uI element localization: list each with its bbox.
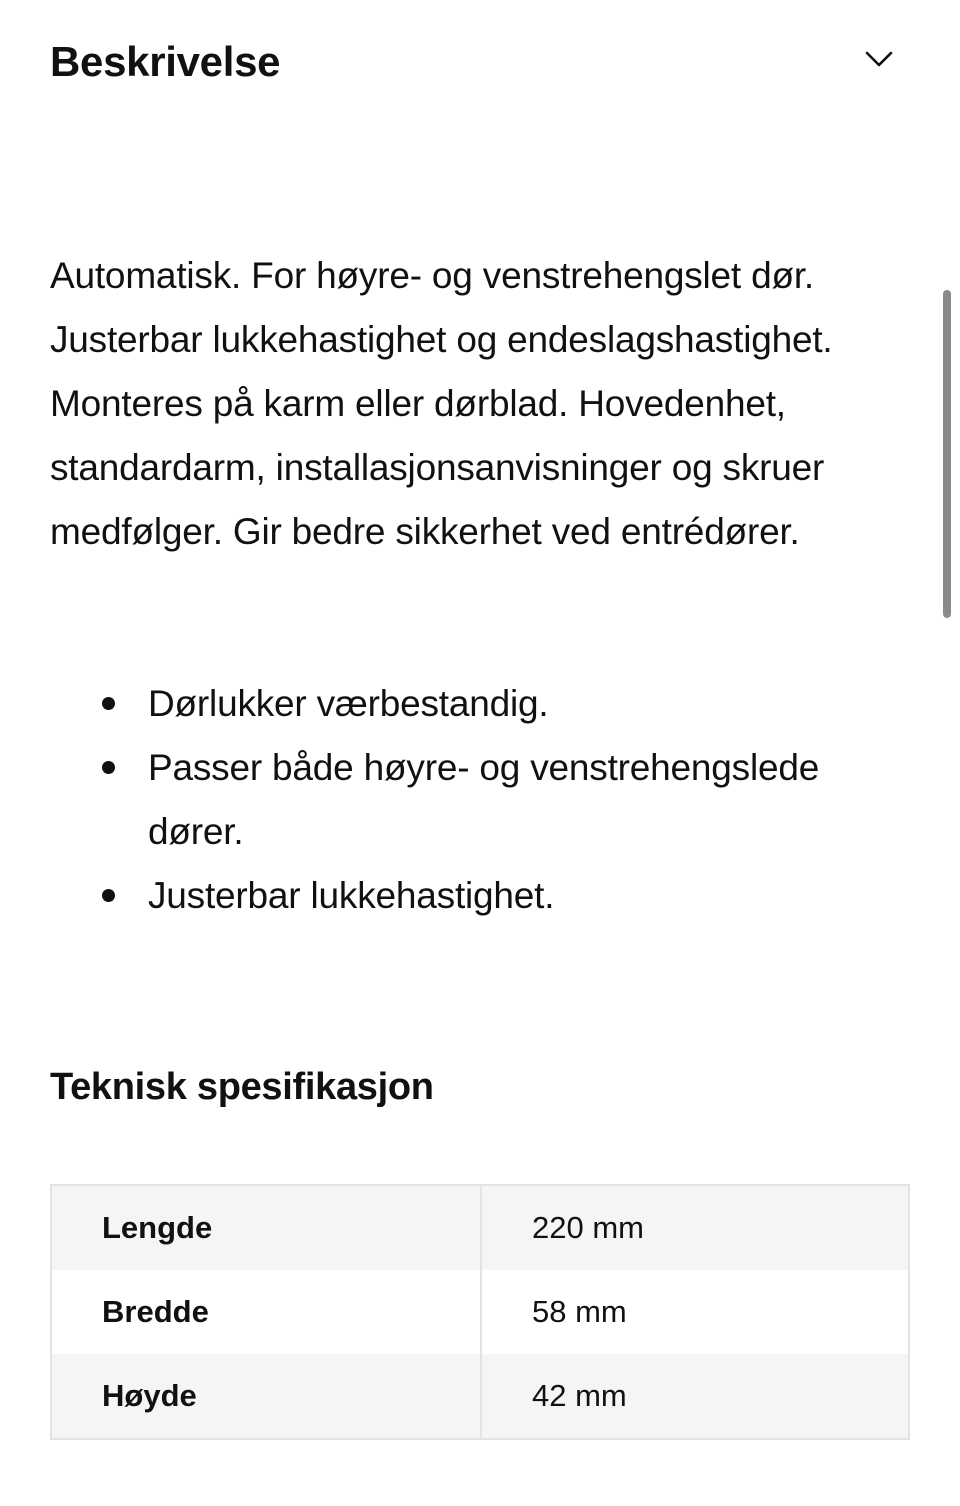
feature-list-item — [148, 672, 910, 736]
feature-list — [50, 672, 910, 928]
feature-text: Dørlukker værbestandig. — [148, 683, 549, 724]
spec-label: Lengde — [52, 1186, 482, 1270]
description-text: Automatisk. For høyre- og venstrehengslet dør. Justerbar lukkehastighet og endeslagshastighet. Monteres på karm eller dørblad. Hovedenhet, standardarm, installasjonsanvisninger og skruer medfølger. Gir bedre sikkerhet ved entrédører. — [50, 255, 833, 552]
table-row — [52, 1186, 908, 1270]
description-accordion-header[interactable] — [50, 30, 910, 94]
spec-label: Bredde — [52, 1270, 482, 1354]
spec-value: 42 mm — [532, 1378, 627, 1413]
table-row — [52, 1270, 908, 1354]
spec-title: Teknisk spesifikasjon — [50, 1066, 434, 1108]
spec-table — [50, 1184, 910, 1440]
feature-list-item — [148, 736, 910, 864]
bullet-icon — [102, 761, 115, 774]
scrollbar-thumb[interactable] — [943, 290, 951, 618]
bullet-icon — [102, 889, 115, 902]
description-title: Beskrivelse — [50, 38, 281, 85]
chevron-down-icon[interactable] — [864, 44, 894, 74]
feature-text: Passer både høyre- og venstrehengslede dører. — [148, 747, 820, 852]
table-row — [52, 1354, 908, 1438]
spec-value: 58 mm — [532, 1294, 627, 1329]
feature-text: Justerbar lukkehastighet. — [148, 875, 555, 916]
spec-value: 220 mm — [532, 1210, 644, 1245]
bullet-icon — [102, 697, 115, 710]
spec-label: Høyde — [52, 1354, 482, 1438]
feature-list-item — [148, 864, 910, 928]
